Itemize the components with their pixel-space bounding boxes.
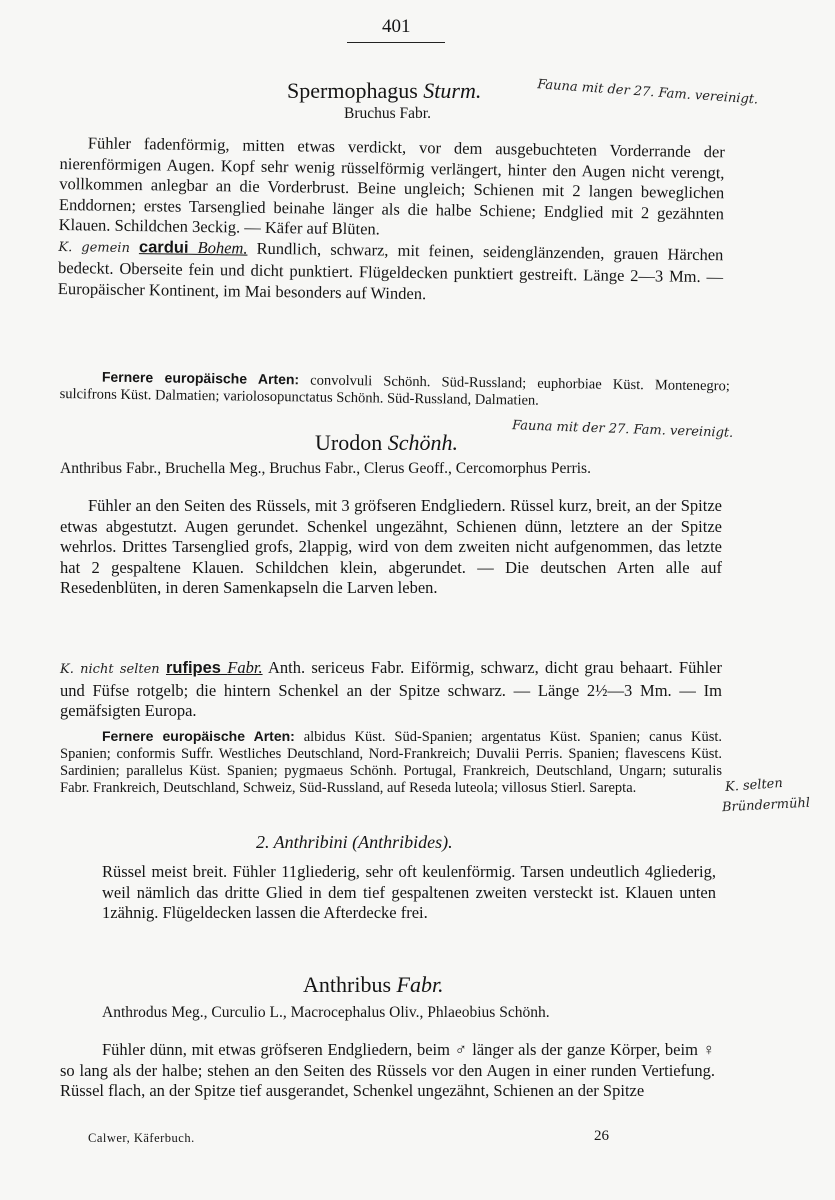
- genus-name: Urodon: [315, 430, 383, 455]
- species-text: Anth. sericeus Fabr. Eiförmig, schwarz, dicht grau behaart. Fühler und Füfse rotgelb; die hintern Schenkel an der Spitze schwarz. — Länge 2½—3 Mm. — Im gemäfsigten Europa.: [60, 658, 722, 720]
- genus-description: [58, 133, 725, 308]
- species-name-group: rufipes Fabr.: [165, 658, 263, 677]
- genus-name: Anthribus: [303, 972, 391, 997]
- further-species-text: albidus Küst. Süd-Spanien; argentatus Küst. Spanien; canus Küst. Spanien; conformis Suffr. Westliches Deutschland, Nord-Frankreich; Duvalii Perris. Spanien; flavescens Küst. Sardinien; parallelus Küst. Spanien; pygmaeus Schönh. Portugal, Frankreich, Deutschland, Ungarn; suturalis Fabr. Frankreich, Deutschland, Schweiz, Süd-Russland, auf Reseda luteola; villosus Stierl. Sarepta.: [60, 729, 723, 796]
- genus-title-anthribus: [303, 972, 444, 998]
- genus-author: Schönh.: [387, 430, 458, 455]
- genus-description: [60, 1040, 715, 1102]
- handwritten-note: Fauna mit der 27. Fam. vereinigt.: [536, 77, 759, 108]
- description-text: Fühler dünn, mit etwas gröfseren Endgliedern, beim ♂ länger als der ganze Körper, beim ♀ so lang als der halbe; stehen an den Seiten des Rüssels vor den Augen in einer runden Vertiefung. Rüssel flach, an der Spitze tief ausgerandet, Schenkel ungezähnt, Schienen an der Spitze: [60, 1040, 715, 1100]
- species-entry: [58, 235, 724, 308]
- margin-note: Bründermühl: [721, 795, 811, 816]
- genus-synonyms: Anthribus Fabr., Bruchella Meg., Bruchus Fabr., Clerus Geoff., Cercomorphus Perris.: [60, 460, 591, 477]
- genus-name: Spermophagus: [287, 78, 418, 103]
- footer-book-title: Calwer, Käferbuch.: [88, 1131, 195, 1145]
- genus-description: [60, 496, 722, 599]
- description-text: Rüssel meist breit. Fühler 11gliederig, sehr oft keulenförmig. Tarsen undeutlich 4gliederig, weil nämlich das dritte Glied in dem tief gespaltenen zweiten versteckt ist. Klauen unten 1zähnig. Flügeldecken lassen die Afterdecke frei.: [102, 862, 716, 922]
- genus-synonym: Bruchus Fabr.: [344, 105, 431, 122]
- footer-signature: 26: [594, 1128, 609, 1144]
- further-species: [60, 728, 722, 797]
- genus-title-urodon: [315, 430, 458, 456]
- page-number-rule: [347, 42, 445, 43]
- species-entry: [60, 658, 722, 722]
- margin-note: K. selten: [724, 776, 784, 795]
- species-handnote: K. gemein: [58, 239, 131, 256]
- further-species-label: Fernere europäische Arten:: [102, 728, 295, 744]
- species-name-group: cardui Bohem.: [138, 237, 248, 258]
- species-handnote: K. nicht selten: [60, 662, 160, 677]
- page-number: 401: [382, 16, 411, 37]
- description-text: Fühler an den Seiten des Rüssels, mit 3 gröfseren Endgliedern. Rüssel kurz, breit, an der Spitze etwas abgestutzt. Augen gerundet. Schenkel ungezähnt, Schienen dünn, letztere an der Spitze wehrlos. Drittes Tarsenglied grofs, 2lappig, wird von dem zweiten nicht aufgenommen, das letzte hat 2 gespaltene Klauen. Schildchen klein, abgerundet. — Die deutschen Arten alle auf Resedenblüten, in deren Samenkapseln die Larven leben.: [60, 496, 722, 597]
- further-species: [60, 368, 730, 412]
- further-species-label: Fernere europäische Arten:: [101, 368, 300, 388]
- genus-title-spermophagus: [287, 78, 481, 104]
- tribe-description: [102, 862, 716, 924]
- genus-synonyms: Anthrodus Meg., Curculio L., Macrocephalus Oliv., Phlaeobius Schönh.: [102, 1004, 550, 1021]
- description-text: Fühler fadenförmig, mitten etwas verdickt, vor dem ausgebuchteten Vorderrande der nierenförmigen Augen. Kopf sehr wenig rüsselförmig verlängert, hinter den Augen nicht verengt, vollkommen anlegbar an die Vorderbrust. Beine ungleich; Schienen mit 2 langen beweglichen Enddornen; erstes Tarsenglied beinahe länger als die halbe Schiene; Endglied mit 2 gezähnten Klauen. Schildchen 3eckig. — Käfer auf Blüten.: [58, 133, 725, 239]
- genus-author: Sturm.: [423, 78, 482, 103]
- species-text: Rundlich, schwarz, mit feinen, seidenglänzenden, grauen Härchen bedeckt. Oberseite fein und dicht punktiert. Flügeldecken punktiert gestreift. Länge 2—3 Mm. — Europäischer Kontinent, im Mai besonders auf Winden.: [57, 238, 724, 303]
- handwritten-note: Fauna mit der 27. Fam. vereinigt.: [511, 418, 734, 441]
- tribe-heading: 2. Anthribini (Anthribides).: [256, 832, 453, 852]
- genus-author: Fabr.: [396, 972, 444, 997]
- further-species-text: convolvuli Schönh. Süd-Russland; euphorbiae Küst. Montenegro; sulcifrons Küst. Dalmatien; variolosopunctatus Schönh. Süd-Russland, Dalmatien.: [59, 372, 730, 409]
